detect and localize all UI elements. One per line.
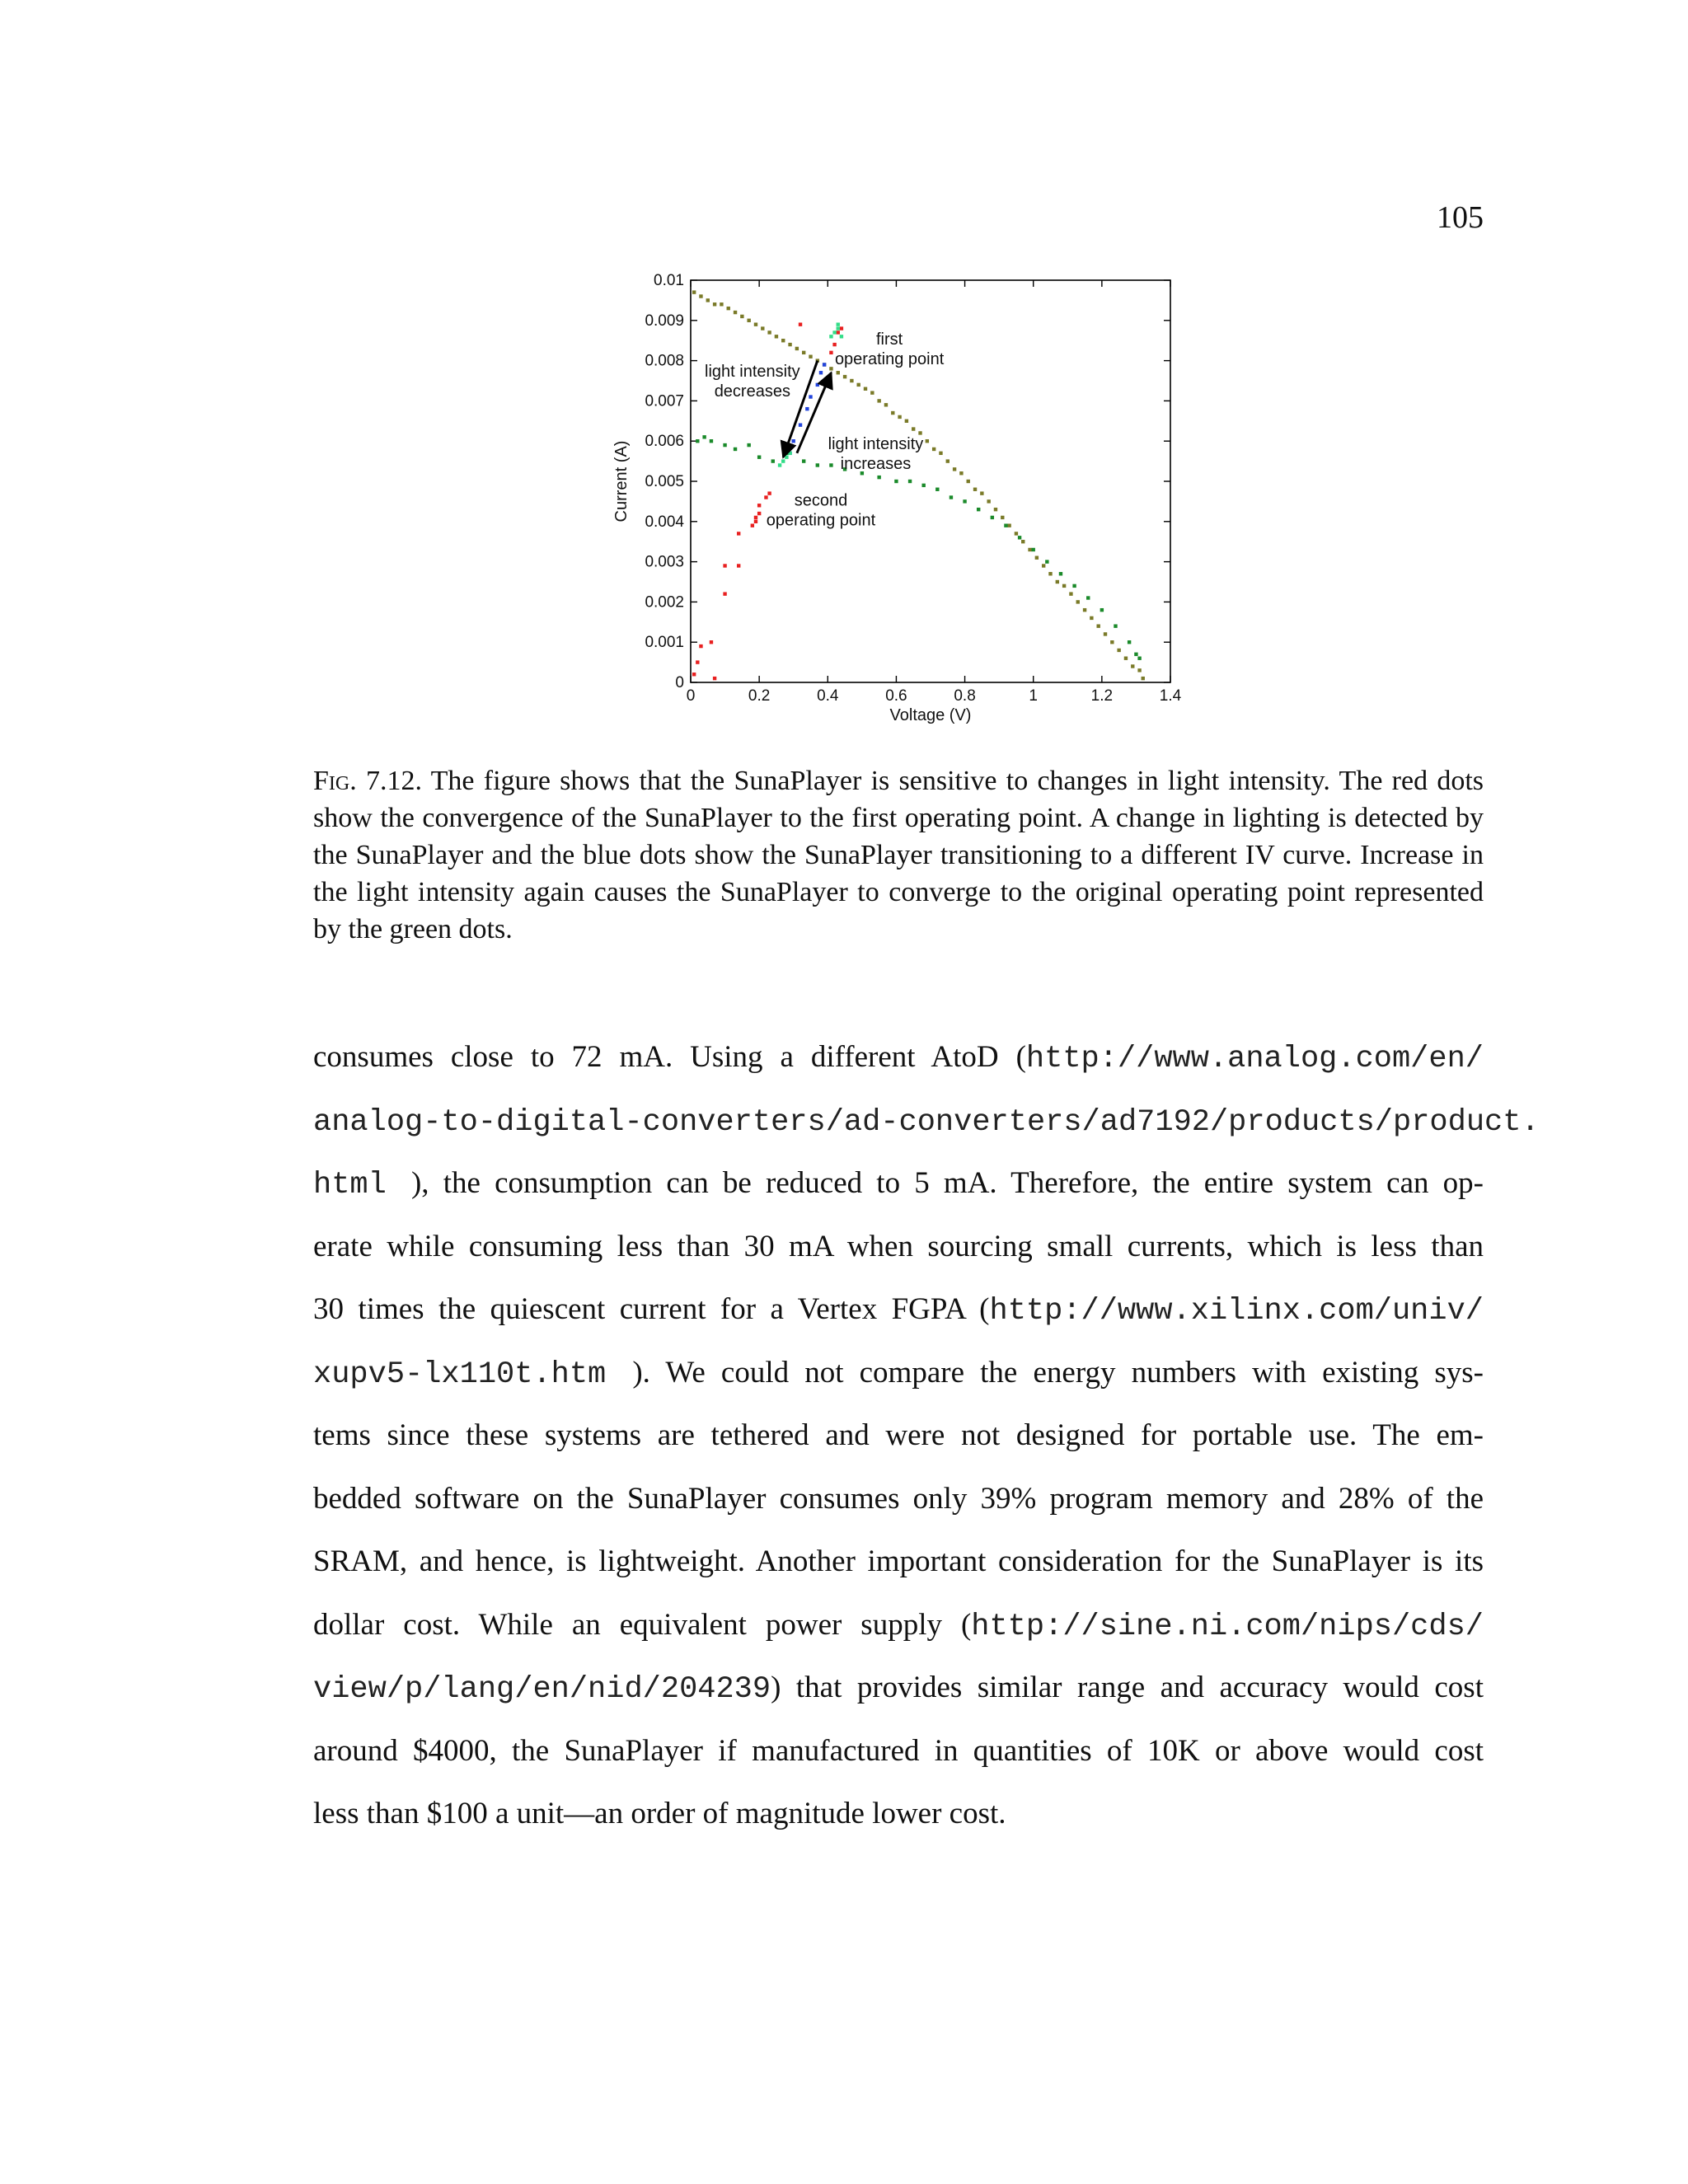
url-link[interactable]: view/p/lang/en/nid/204239 — [313, 1672, 771, 1707]
data-point — [1062, 584, 1066, 588]
data-point — [1018, 536, 1021, 539]
data-point — [953, 467, 956, 471]
data-point — [1110, 640, 1114, 644]
data-point — [734, 448, 737, 451]
body-line — [313, 1594, 1484, 1657]
y-tick-label: 0 — [675, 674, 684, 691]
data-point — [926, 439, 929, 443]
data-point — [699, 644, 702, 648]
data-point — [840, 326, 843, 330]
url-link[interactable]: html — [313, 1168, 411, 1202]
data-point — [832, 343, 836, 346]
y-axis-label: Current (A) — [612, 440, 631, 523]
annotation-text: second — [794, 491, 848, 510]
data-point — [932, 448, 935, 451]
data-point — [785, 456, 788, 459]
data-point — [1086, 596, 1090, 599]
data-point — [905, 419, 908, 423]
data-point — [832, 330, 836, 334]
annotation-text: light intensity — [705, 363, 800, 382]
y-tick-label: 0.007 — [645, 392, 684, 410]
data-point — [767, 330, 771, 334]
data-point — [1114, 624, 1117, 627]
data-point — [754, 322, 757, 326]
data-point — [723, 564, 726, 567]
data-point — [1117, 649, 1120, 652]
data-point — [740, 315, 743, 318]
data-point — [1021, 540, 1025, 543]
data-point — [816, 383, 819, 387]
body-line — [313, 1090, 1540, 1153]
data-point — [799, 423, 802, 426]
y-tick-label: 0.009 — [645, 312, 684, 330]
data-point — [795, 347, 799, 350]
data-point — [792, 439, 795, 443]
x-tick-label: 0.8 — [954, 687, 976, 705]
x-tick-label: 1 — [1029, 687, 1039, 705]
data-point — [702, 435, 706, 438]
data-point — [946, 459, 950, 462]
data-point — [1083, 608, 1086, 612]
body-text-run: erate while consuming less than 30 mA when sourcing small currents, which is less than — [313, 1229, 1484, 1263]
data-point — [991, 516, 994, 519]
data-point — [1059, 572, 1062, 575]
y-tick-label: 0.005 — [645, 473, 684, 490]
data-point — [1007, 523, 1010, 527]
data-point — [699, 294, 702, 298]
data-point — [706, 298, 710, 302]
iv-scatter-chart — [602, 264, 1195, 742]
data-point — [757, 512, 761, 515]
data-point — [973, 488, 977, 491]
data-point — [987, 499, 990, 503]
data-point — [898, 415, 901, 419]
data-point — [1015, 532, 1018, 535]
data-point — [837, 326, 840, 330]
data-point — [710, 640, 713, 644]
annotation-text: increases — [840, 454, 912, 473]
body-text-run: ) that provides similar range and accuracy would cost — [771, 1671, 1484, 1704]
data-point — [829, 351, 832, 354]
body-line — [313, 1468, 1484, 1531]
data-point — [891, 411, 894, 415]
data-point — [1104, 632, 1107, 635]
data-point — [1069, 592, 1072, 595]
data-point — [959, 471, 963, 475]
data-point — [1032, 548, 1035, 551]
data-point — [1004, 523, 1007, 527]
data-point — [771, 459, 775, 462]
data-point — [819, 371, 823, 374]
data-point — [713, 302, 716, 306]
annotation-text: operating point — [834, 350, 945, 369]
data-point — [781, 339, 785, 342]
y-tick-label: 0.002 — [645, 593, 684, 612]
data-point — [1001, 516, 1004, 519]
body-line — [313, 1342, 1484, 1405]
data-point — [764, 495, 767, 499]
data-point — [767, 491, 771, 494]
body-text-run: tems since these systems are tethered and were not designed for portable use. The em- — [313, 1418, 1484, 1452]
data-point — [713, 677, 716, 680]
body-text-run: less than $100 a unit—an order of magnitude lower cost. — [313, 1797, 1006, 1830]
data-point — [737, 532, 740, 535]
data-point — [977, 508, 980, 511]
data-point — [829, 335, 832, 338]
data-point — [840, 335, 843, 338]
data-point — [734, 311, 737, 314]
body-line — [313, 1530, 1484, 1594]
data-point — [1045, 560, 1048, 563]
body-line — [313, 1216, 1484, 1279]
data-point — [1072, 584, 1076, 588]
x-tick-label: 0.2 — [748, 687, 771, 705]
data-point — [754, 520, 757, 523]
body-text-run: SRAM, and hence, is lightweight. Another important consideration for the SunaPlayer is its — [313, 1544, 1484, 1578]
data-point — [877, 399, 880, 402]
plot-frame — [691, 280, 1170, 682]
data-point — [1035, 556, 1039, 560]
body-text-run: 30 times the quiescent current for a Vertex FGPA ( — [313, 1292, 990, 1326]
body-line — [313, 1026, 1484, 1090]
body-text-run: ). We could not compare the energy numbers with existing sys- — [632, 1355, 1484, 1390]
data-point — [747, 319, 750, 322]
body-text-run: around $4000, the SunaPlayer if manufactured in quantities of 10K or above would cost — [313, 1733, 1484, 1768]
url-link[interactable]: http://www.xilinx.com/univ/ — [989, 1294, 1484, 1329]
y-tick-label: 0.008 — [645, 352, 684, 370]
data-point — [980, 491, 983, 494]
data-point — [829, 367, 832, 370]
url-link[interactable]: http://www.analog.com/en/ — [1025, 1042, 1484, 1076]
data-point — [761, 326, 764, 330]
body-line — [313, 1783, 1484, 1846]
body-text-run: ), the consumption can be reduced to 5 mA. Therefore, the entire system can op- — [410, 1166, 1484, 1200]
data-point — [757, 456, 761, 459]
data-point — [837, 322, 840, 326]
data-point — [864, 387, 867, 391]
annotation-text: first — [876, 330, 903, 349]
data-point — [805, 407, 809, 410]
caption-text: The figure shows that the SunaPlayer is sensitive to changes in light intensity. The red dots show the convergence of the SunaPlayer to the first operating point. A change in lighting is detected by the SunaPlayer and the blue dots show the SunaPlayer transitioning to a different IV curve. Increase in the light intensity again causes the SunaPlayer to converge to the original operating point represented by the green dots. — [313, 766, 1484, 944]
data-point — [737, 564, 740, 567]
data-point — [894, 480, 898, 483]
data-point — [967, 480, 970, 483]
annotation-text: light intensity — [828, 434, 924, 453]
data-point — [837, 330, 840, 334]
figure-7-12 — [602, 264, 1195, 742]
data-point — [1137, 668, 1141, 672]
data-point — [950, 495, 953, 499]
data-point — [884, 403, 888, 406]
body-paragraph — [313, 1026, 1540, 1846]
body-line — [313, 1278, 1484, 1342]
y-tick-label: 0.003 — [645, 553, 684, 571]
data-point — [802, 459, 805, 462]
data-point — [1137, 657, 1141, 660]
x-tick-label: 1.2 — [1090, 687, 1114, 705]
annotation-text: operating point — [766, 511, 876, 530]
data-point — [850, 379, 853, 382]
body-line — [313, 1152, 1484, 1216]
x-axis-label: Voltage (V) — [889, 706, 972, 724]
body-text-run: consumes close to 72 mA. Using a different AtoD ( — [313, 1040, 1026, 1074]
data-point — [1131, 664, 1134, 668]
data-point — [778, 463, 781, 466]
caption-label: Fig. 7.12. — [313, 766, 422, 796]
url-link[interactable]: http://sine.ni.com/nips/cds/ — [971, 1609, 1484, 1644]
data-point — [823, 363, 826, 366]
data-point — [1100, 608, 1104, 612]
annotation-arrow — [797, 373, 832, 453]
data-point — [877, 476, 880, 479]
body-text-run: bedded software on the SunaPlayer consumes only 39% program memory and 28% of the — [313, 1481, 1484, 1516]
data-point — [870, 391, 874, 394]
data-point — [1028, 548, 1031, 551]
data-point — [1142, 677, 1145, 680]
data-point — [723, 592, 726, 595]
y-tick-label: 0.004 — [645, 513, 684, 531]
data-point — [723, 443, 726, 447]
data-point — [747, 443, 750, 447]
data-point — [1076, 600, 1080, 603]
data-point — [757, 504, 761, 507]
data-point — [857, 383, 860, 387]
data-point — [788, 452, 791, 455]
data-point — [775, 335, 778, 338]
data-point — [802, 351, 805, 354]
data-point — [788, 343, 791, 346]
data-point — [843, 375, 846, 378]
data-point — [754, 516, 757, 519]
data-point — [1128, 640, 1131, 644]
data-point — [963, 499, 966, 503]
x-tick-label: 0 — [686, 687, 696, 705]
body-text-run: dollar cost. While an equivalent power supply ( — [313, 1607, 972, 1642]
data-point — [1090, 616, 1093, 620]
data-point — [809, 355, 812, 359]
y-tick-label: 0.006 — [645, 433, 684, 451]
data-point — [939, 452, 942, 455]
data-point — [799, 322, 802, 326]
data-point — [809, 395, 812, 398]
data-point — [1042, 564, 1045, 567]
data-point — [921, 484, 925, 487]
data-point — [1097, 624, 1100, 627]
data-point — [696, 439, 699, 443]
data-point — [1048, 572, 1052, 575]
annotation-text: decreases — [714, 382, 790, 401]
y-tick-label: 0.001 — [645, 634, 684, 652]
figure-caption — [313, 762, 1484, 948]
data-point — [912, 427, 915, 430]
data-point — [692, 673, 696, 676]
data-point — [994, 508, 997, 511]
url-link[interactable]: analog-to-digital-converters/ad-converters/ad7192/products/product. — [313, 1104, 1540, 1140]
y-tick-label: 0.01 — [654, 272, 684, 289]
data-point — [727, 307, 730, 310]
data-point — [837, 371, 840, 374]
x-tick-label: 1.4 — [1159, 687, 1182, 705]
data-point — [710, 439, 713, 443]
data-point — [751, 523, 754, 527]
data-point — [816, 463, 819, 466]
data-point — [781, 459, 785, 462]
data-point — [1134, 653, 1137, 656]
data-point — [692, 290, 696, 293]
url-link[interactable]: xupv5-lx110t.htm — [313, 1357, 633, 1392]
body-line — [313, 1657, 1484, 1720]
data-point — [720, 302, 723, 306]
data-point — [935, 488, 939, 491]
data-point — [1124, 657, 1128, 660]
data-point — [829, 463, 832, 466]
x-tick-label: 0.6 — [885, 687, 907, 705]
body-line — [313, 1720, 1484, 1783]
data-point — [696, 660, 699, 663]
page-number: 105 — [1437, 200, 1484, 235]
x-tick-label: 0.4 — [817, 687, 839, 705]
data-point — [1056, 580, 1059, 583]
body-line — [313, 1404, 1484, 1468]
data-point — [908, 480, 912, 483]
